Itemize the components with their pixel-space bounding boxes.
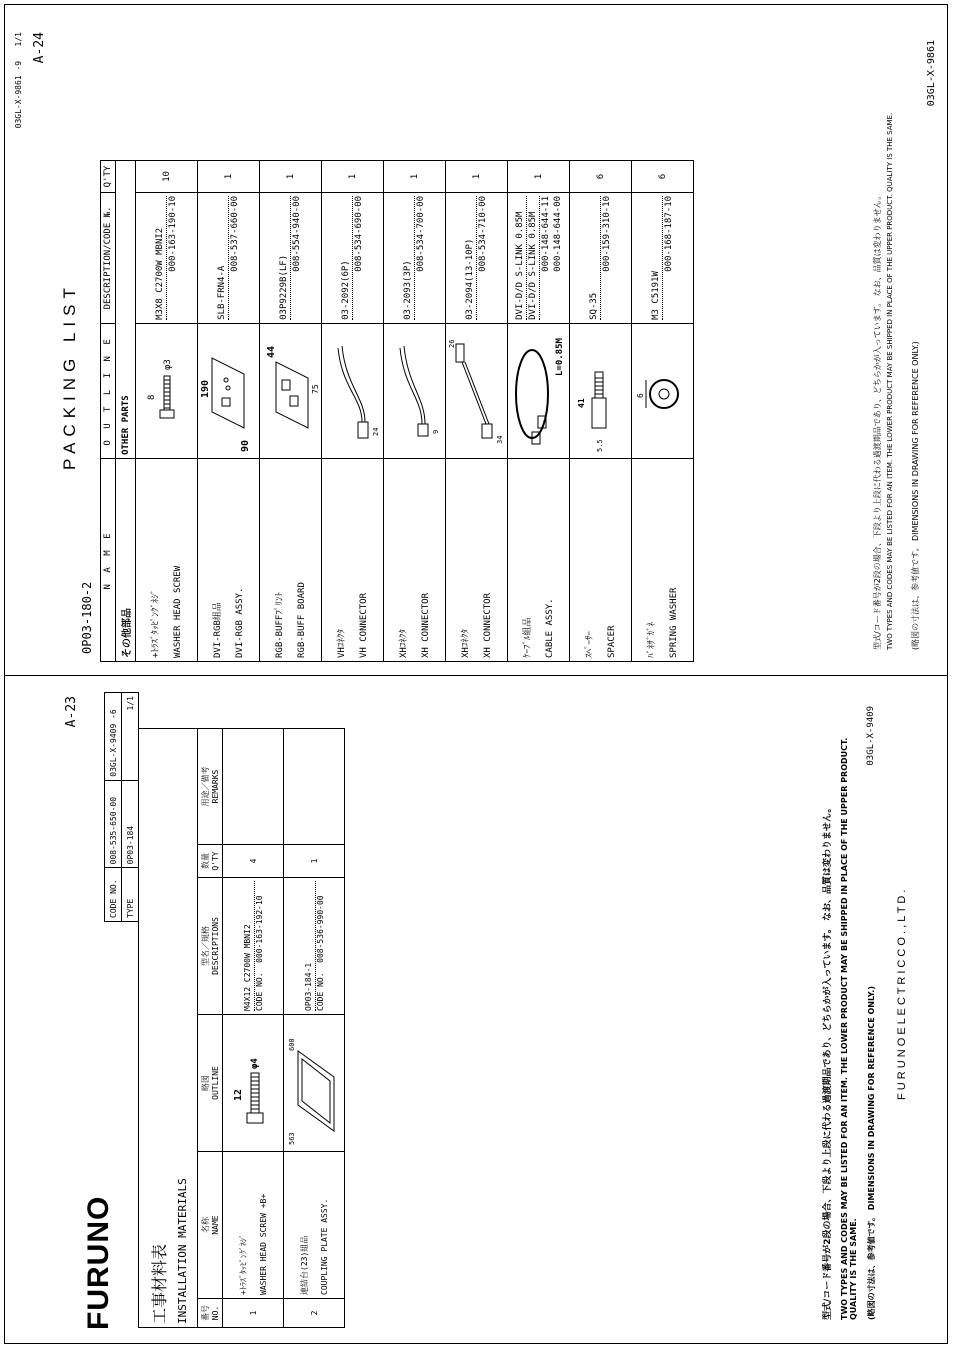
item-qty: 1 (284, 845, 345, 878)
dim-label: 26 (448, 339, 456, 348)
col-name-en: NAME (211, 1215, 220, 1235)
code-no-label: CODE NO. (105, 868, 122, 922)
table-row (508, 161, 570, 662)
dim-label: 8 (147, 394, 157, 400)
item-code: 000-163-192-10 (255, 895, 264, 963)
outline-cell (446, 323, 508, 458)
item-jp: DVI-RGB組品 (212, 602, 223, 658)
installation-page-id: A-23 (64, 696, 79, 728)
item-jp: VHｺﾈｸﾀ (336, 629, 347, 658)
col-outline-en: OUTLINE (211, 1066, 220, 1100)
packing-footer-code: 03GL-X-9861 (926, 40, 937, 107)
screw-drawing (136, 328, 194, 458)
item-desc: 03-2092(6P) (340, 196, 353, 320)
dim-label: 6 (636, 393, 645, 398)
item-code-lower: 000-148-644-00 (552, 195, 563, 272)
item-en: CABLE ASSY. (544, 598, 555, 658)
item-no: 2 (284, 1299, 345, 1328)
item-en: RGB-BUFF BOARD (296, 582, 307, 658)
packing-doc-code-text: 03GL-X-9861 -9 (14, 60, 23, 129)
col-name-jp: 名称 (201, 1217, 210, 1233)
packing-note-dims: (略図の寸法は、参考値です。 DIMENSIONS IN DRAWING FOR REFERENCE ONLY.) (911, 341, 920, 650)
table-row (284, 729, 345, 1328)
item-qty: 6 (570, 161, 632, 193)
installation-header-table (104, 692, 139, 922)
packing-list-page (14, 20, 940, 670)
outline-cell (136, 323, 198, 458)
item-en: WASHER HEAD SCREW (172, 565, 183, 658)
item-code: 008-534-690-00 (354, 195, 364, 272)
pcb-drawing (260, 328, 318, 458)
outline-cell (223, 1015, 284, 1152)
code-label: CODE NO. (255, 972, 264, 1011)
table-row (570, 161, 632, 662)
company-name: F U R U N O E L E C T R I C C O . , L T D . (896, 889, 908, 1100)
item-qty: 1 (322, 161, 384, 193)
xh-harness-drawing (446, 328, 504, 458)
installation-title-jp: 工事材料表 (150, 1243, 169, 1324)
item-code: 008-554-940-00 (292, 195, 302, 272)
item-qty: 4 (223, 845, 284, 878)
table-row (446, 161, 508, 662)
outline-cell (322, 323, 384, 458)
item-desc: 03P9229B(LF) (278, 196, 291, 320)
dim-label: 5.5 (596, 439, 604, 452)
item-en: DVI-RGB ASSY. (234, 587, 245, 658)
item-qty: 10 (136, 161, 198, 193)
item-en: VH CONNECTOR (358, 592, 369, 658)
outline-cell (284, 1015, 345, 1152)
installation-doc-code: 03GL-X-9409 -6 (105, 693, 122, 781)
packing-sheet: 1/1 (14, 32, 23, 47)
col-remarks-en: REMARKS (211, 769, 220, 804)
item-code: 008-536-990-00 (316, 895, 325, 963)
dim-label: 41 (577, 398, 586, 408)
installation-sheet: 1/1 (122, 693, 139, 781)
item-desc: M4X12 C2700W MBNI2 (242, 881, 255, 1011)
col-qty: Q'TY (101, 161, 116, 193)
furuno-logo: FURUNO (82, 1195, 115, 1330)
item-desc: SLB-FRN4-A (216, 196, 229, 320)
item-desc: OP03-184-1 (303, 881, 316, 1011)
dim-label: 563 (288, 1132, 296, 1145)
item-en: COUPLING PLATE ASSY. (320, 1198, 329, 1295)
installation-note-dims: (略図の寸法は、参考値です。 DIMENSIONS IN DRAWING FOR REFERENCE ONLY.) (867, 986, 876, 1320)
item-jp: ｽﾍﾟｰｻｰ (584, 630, 595, 658)
item-en: SPACER (606, 625, 617, 658)
dim-label: 90 (240, 439, 251, 452)
col-remarks-jp: 用途／備考 (201, 766, 210, 807)
dim-label: 24 (372, 427, 380, 436)
installation-title-en: INSTALLATION MATERIALS (176, 1178, 189, 1324)
col-name: N A M E (101, 458, 116, 661)
type-label: TYPE (122, 868, 139, 922)
item-code: 000-159-310-10 (602, 195, 612, 272)
packing-doc-code (14, 32, 23, 128)
installation-note-jp: 型式/コード番号が2段の場合、下段より上段に代わる過渡期品であり、どちらかが入っています。 なお、品質は変わりません。 (823, 803, 833, 1320)
item-jp: ｹｰﾌﾞﾙ組品 (522, 617, 533, 658)
packing-title: PACKING LIST (60, 282, 79, 470)
item-remarks (284, 729, 345, 845)
col-qty-en: Q'TY (211, 851, 220, 871)
vh-connector-drawing (322, 328, 380, 458)
col-description: DESCRIPTION/CODE №. (101, 192, 116, 323)
installation-page (20, 690, 940, 1340)
board-drawing (198, 328, 256, 458)
item-en: SPRING WASHER (668, 587, 679, 658)
table-row (322, 161, 384, 662)
dim-label: 12 (233, 1088, 244, 1101)
col-no-en: NO. (211, 1305, 220, 1321)
item-jp: ﾊﾞﾈｻﾞｶﾞﾈ (646, 621, 657, 658)
col-desc-en: DESCRIPTIONS (211, 917, 220, 975)
dim-label: φ3 (163, 359, 173, 370)
outline-cell (508, 323, 570, 458)
item-qty: 1 (384, 161, 446, 193)
installation-footer-code: 03GL-X-9409 (866, 706, 876, 766)
item-code: 000-163-190-10 (168, 195, 178, 272)
dim-label: 600 (288, 1038, 296, 1051)
cable-drawing (508, 328, 566, 458)
outline-cell (260, 323, 322, 458)
item-desc: SQ-35 (588, 196, 601, 320)
dim-label: L=0.85M (555, 337, 565, 376)
xh-connector-drawing (384, 328, 442, 458)
table-row (223, 729, 284, 1328)
outline-cell (384, 323, 446, 458)
dim-label: φ4 (250, 1058, 260, 1069)
item-desc: DVI-D/D S-LINK 0.85M (514, 196, 527, 320)
item-no: 1 (223, 1299, 284, 1328)
dim-label: 190 (200, 379, 211, 398)
dim-label: 9 (432, 429, 440, 434)
item-jp: 連結台(23)組品 (300, 1235, 309, 1295)
code-no: 008-535-650-00 (105, 780, 122, 868)
packing-page-id: A-24 (32, 32, 47, 64)
item-jp: +ﾄﾗｽﾞﾀｯﾋﾟﾝｸﾞﾈｼﾞ (150, 589, 161, 658)
dim-label: 34 (496, 435, 504, 444)
item-code: 008-534-710-00 (478, 195, 488, 272)
item-qty: 1 (198, 161, 260, 193)
item-jp: XHｺﾈｸﾀ (398, 629, 409, 658)
item-jp: XHｺﾈｸﾀ (460, 629, 471, 658)
type-no: 0P03-184 (122, 780, 139, 868)
item-desc: 03-2094(13-10P) (464, 196, 477, 320)
installation-note-en: TWO TYPES AND CODES MAY BE LISTED FOR AN ITEM. THE LOWER PRODUCT MAY BE SHIPPED IN PLACE OF THE UPPER PRODUCT. QUALITY IS THE SAME. (840, 737, 858, 1320)
outline-cell (570, 323, 632, 458)
col-outline-jp: 略図 (201, 1075, 210, 1091)
table-row (632, 161, 694, 662)
item-qty: 1 (260, 161, 322, 193)
packing-type-no: 0P03-180-2 (80, 581, 94, 654)
item-jp: RGB-BUFFﾌﾟﾘﾝﾄ (274, 592, 285, 658)
item-code: 008-534-700-00 (416, 195, 426, 272)
item-desc: M3 C5191W (650, 196, 663, 320)
item-desc: M3X8 C2700W MBNI2 (154, 196, 167, 320)
item-en: XH CONNECTOR (420, 592, 431, 658)
item-code: 000-168-187-10 (664, 195, 674, 272)
installation-table (138, 728, 345, 1328)
packing-note-en: TWO TYPES AND CODES MAY BE LISTED FOR AN ITEM. THE LOWER PRODUCT MAY BE SHIPPED IN PLACE OF THE UPPER PRODUCT. QUALITY IS THE SAME. (886, 112, 894, 650)
outline-cell (632, 323, 694, 458)
dim-label: 75 (311, 384, 320, 394)
item-desc-lower: DVI-D/D S-LINK 0.85M (527, 196, 540, 320)
table-row (136, 161, 198, 662)
col-outline: O U T L I N E (101, 323, 116, 458)
packing-note-jp: 型式/コード番号が2段の場合、下段より上段に代わる過渡期品であり、どちらかが入っています。 なお、品質は変わりません。 (873, 191, 882, 650)
item-en: XH CONNECTOR (482, 592, 493, 658)
item-code: 000-148-644-11 (540, 195, 551, 272)
dim-label: 44 (266, 345, 277, 358)
table-row (384, 161, 446, 662)
page-divider (4, 675, 948, 676)
item-qty: 1 (508, 161, 570, 193)
screw-drawing (223, 1021, 281, 1151)
code-label: CODE NO. (316, 972, 325, 1011)
col-qty-jp: 数量 (201, 853, 210, 869)
col-no-jp: 番号 (201, 1305, 210, 1321)
item-code: 008-537-660-00 (230, 195, 240, 272)
item-qty: 1 (446, 161, 508, 193)
item-jp: +ﾄﾗｽﾞﾀｯﾋﾟﾝｸﾞﾈｼﾞ (239, 1234, 248, 1295)
col-desc-jp: 型名／規格 (201, 926, 210, 966)
packing-table (100, 160, 694, 662)
section-jp: その他部品 (116, 458, 136, 661)
item-en: WASHER HEAD SCREW +B+ (259, 1193, 268, 1295)
table-row (198, 161, 260, 662)
item-qty: 6 (632, 161, 694, 193)
washer-drawing (632, 328, 690, 458)
outline-cell (198, 323, 260, 458)
table-row (260, 161, 322, 662)
spacer-drawing (570, 328, 628, 458)
item-remarks (223, 729, 284, 845)
coupling-plate-drawing (284, 1021, 342, 1151)
section-en: OTHER PARTS (116, 161, 136, 459)
item-desc: 03-2093(3P) (402, 196, 415, 320)
